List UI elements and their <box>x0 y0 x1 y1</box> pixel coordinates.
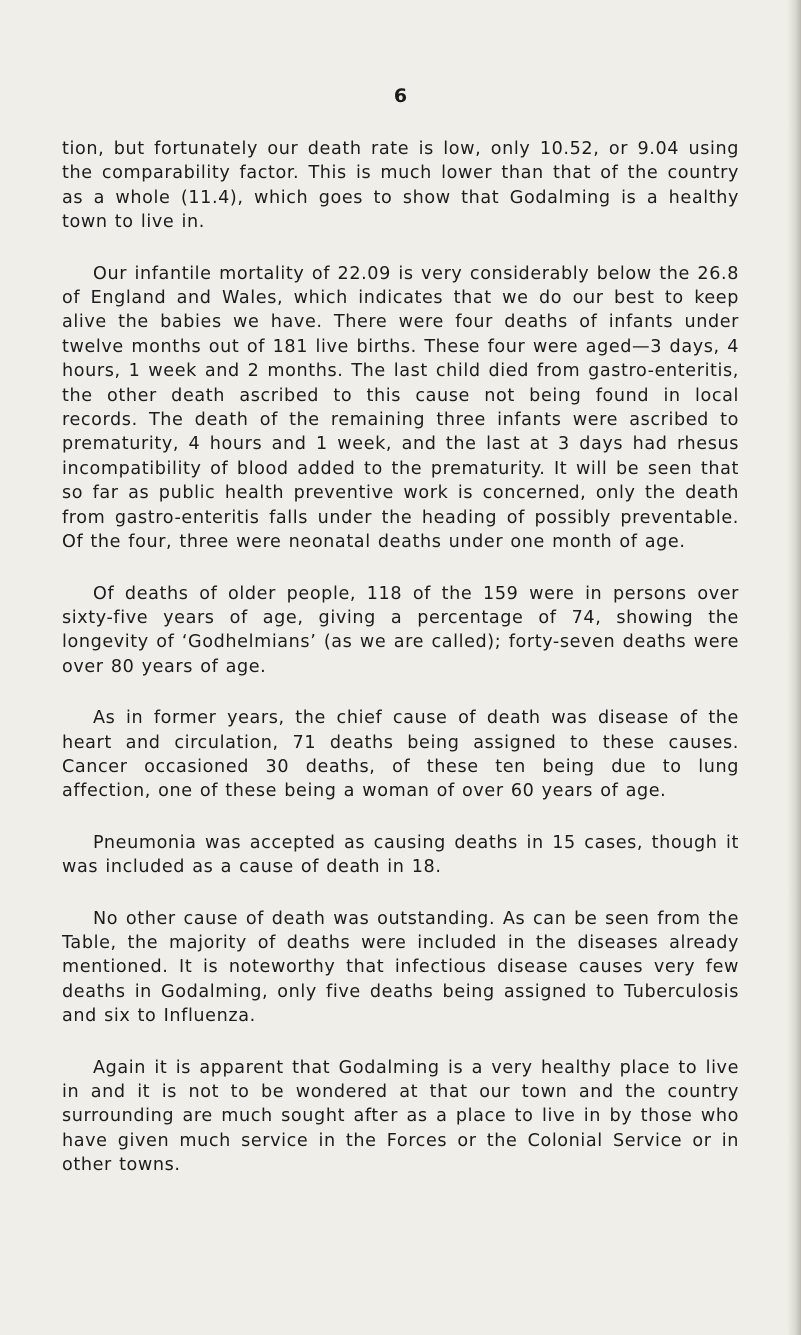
page-edge-shadow <box>787 0 801 1335</box>
page-number: 6 <box>393 85 408 107</box>
paragraph-conclusion: Again it is apparent that Godalming is a very healthy place to live in and it is not to be wondered at that our town and the country surrounding are much sought after as a place to live in by those who have given much service in the Forces or the Colonial Service or in other towns. <box>62 1057 739 1176</box>
paragraph-pneumonia: Pneumonia was accepted as causing deaths in 15 cases, though it was included as a cause of death in 18. <box>62 832 739 878</box>
report-body <box>62 137 739 1205</box>
paragraph-heart-disease: As in former years, the chief cause of death was disease of the heart and circulation, 71 deaths being assigned to these causes. Cancer occasioned 30 deaths, of these ten being due to lung affection, one of these being a woman of over 60 years of age. <box>62 708 739 802</box>
paragraph-infantile-mortality: Our infantile mortality of 22.09 is very considerably below the 26.8 of England and Wales, which indicates that we do our best to keep alive the babies we have. There were four deaths of infants under twelve months out of 181 live births. These four were aged—3 days, 4 hours, 1 week and 2 months. The last child died from gastro-enteritis, the other death ascribed to this cause not being found in local records. The death of the remaining three infants were ascribed to prematurity, 4 hours and 1 week, and the last at 3 days had rhesus incompatibility of blood added to the prematurity. It will be seen that so far as public health preventive work is concerned, only the death from gastro-enteritis falls under the heading of possibly preventable. Of the four, three were neonatal deaths under one month of age. <box>62 263 739 553</box>
paragraph-older-people: Of deaths of older people, 118 of the 159 were in persons over sixty-five years of age, giving a percentage of 74, showing the longevity of ‘Godhelmians’ (as we are called); forty-seven deaths were over 80 years of age. <box>62 583 739 677</box>
paragraph-other-causes: No other cause of death was outstanding. As can be seen from the Table, the majority of deaths were included in the diseases already mentioned. It is noteworthy that infectious disease causes very few deaths in Godalming, only five deaths being assigned to Tuberculosis and six to Influenza. <box>62 908 739 1027</box>
paragraph-continuation: tion, but fortunately our death rate is low, only 10.52, or 9.04 using the comparability factor. This is much lower than that of the country as a whole (11.4), which goes to show that Godalming is a healthy town to live in. <box>62 139 739 233</box>
